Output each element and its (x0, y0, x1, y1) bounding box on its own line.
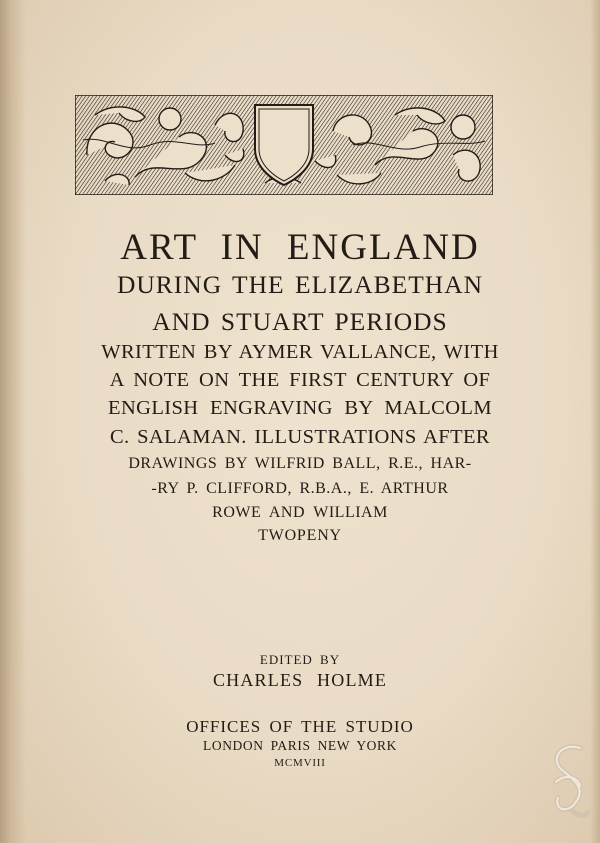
book-title: ART IN ENGLAND (120, 227, 480, 268)
credits-line-2: A NOTE ON THE FIRST CENTURY OF (109, 369, 491, 391)
editor-name: CHARLES HOLME (212, 670, 388, 690)
decorative-ornament-icon (75, 95, 493, 195)
publisher-cities: LONDON PARIS NEW YORK (203, 738, 397, 753)
credits-line-5: DRAWINGS BY WILFRID BALL, R.E., HAR- (128, 455, 472, 472)
credits-line-4: C. SALAMAN. ILLUSTRATIONS AFTER (109, 426, 491, 448)
credits-line-7: ROWE AND WILLIAM (212, 504, 388, 521)
publisher: OFFICES OF THE STUDIO (186, 717, 414, 736)
credits-line-6: -RY P. CLIFFORD, R.B.A., E. ARTHUR (151, 480, 449, 497)
subtitle-line-1: DURING THE ELIZABETHAN (116, 270, 484, 299)
library-stamp-icon (540, 738, 596, 828)
credits-line-3: ENGLISH ENGRAVING BY MALCOLM (108, 397, 492, 419)
credits-line-1: WRITTEN BY AYMER VALLANCE, WITH (101, 341, 499, 363)
edited-by-label: EDITED BY (259, 652, 341, 667)
credits-line-8: TWOPENY (258, 527, 342, 544)
subtitle-line-2: AND STUART PERIODS (152, 307, 448, 336)
publication-year: MCMVIII (274, 757, 326, 769)
